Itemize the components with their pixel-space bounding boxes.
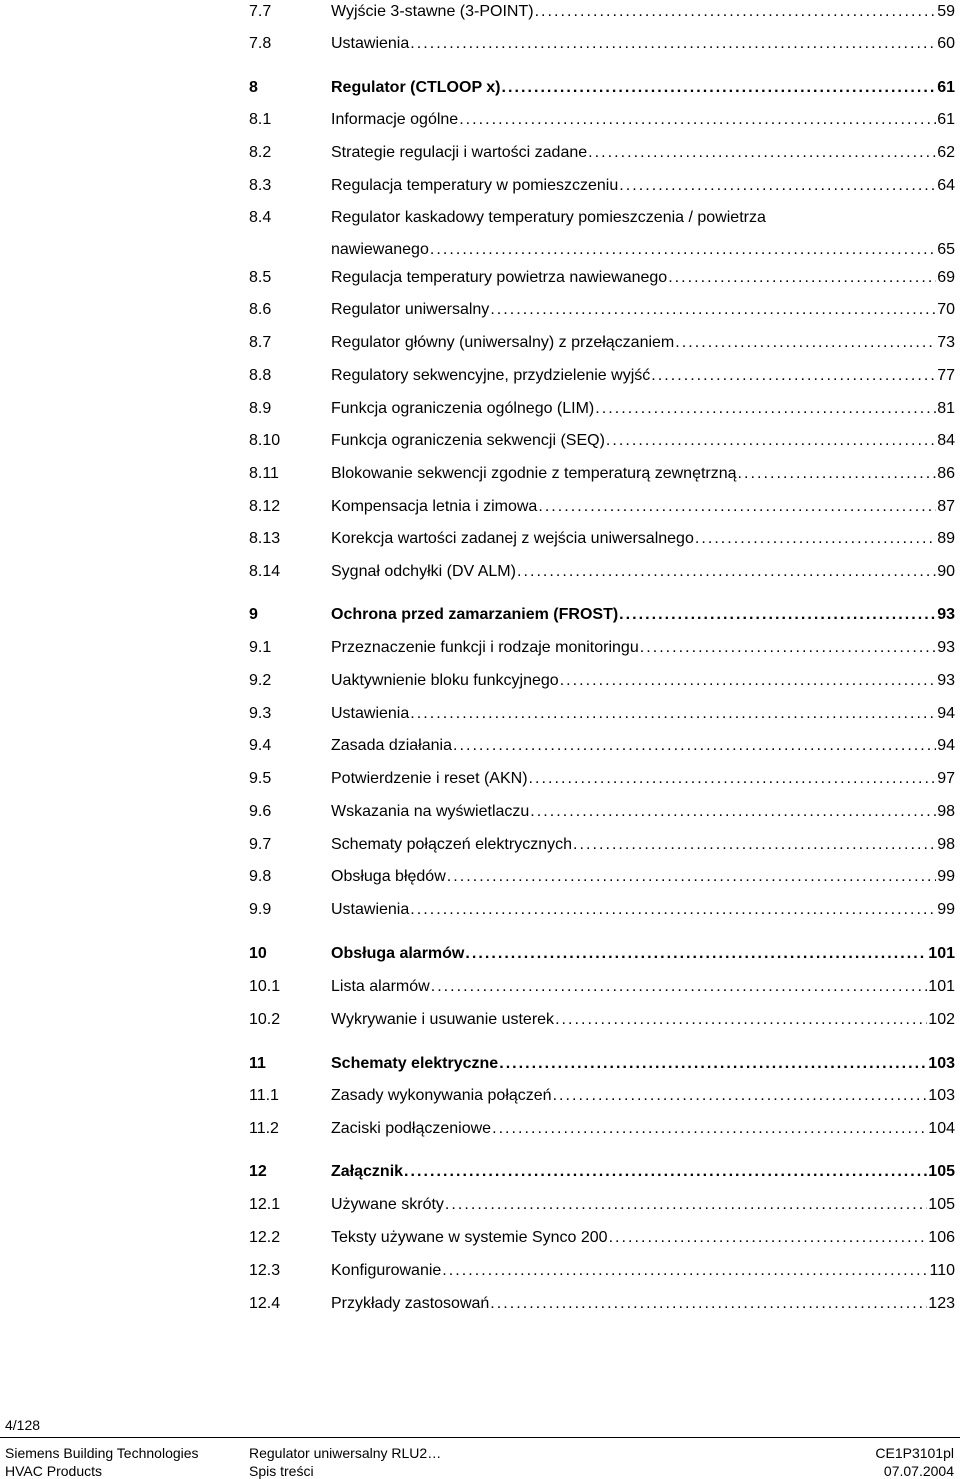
toc-entry[interactable] bbox=[249, 497, 955, 530]
toc-entry-title: Uaktywnienie bloku funkcyjnego bbox=[331, 672, 559, 689]
toc-entry[interactable] bbox=[249, 671, 955, 704]
toc-entry-line bbox=[331, 399, 955, 419]
toc-entry-title: Regulacja temperatury w pomieszczeniu bbox=[331, 177, 619, 194]
toc-entry-title: Ustawienia bbox=[331, 35, 410, 52]
toc-chapter-entry[interactable] bbox=[249, 78, 955, 111]
footer-doc-id: CE1P3101pl bbox=[875, 1445, 954, 1461]
toc-dot-leader bbox=[490, 300, 936, 320]
toc-entry-number: 8.14 bbox=[249, 563, 281, 580]
toc-entry-title: Informacje ogólne bbox=[331, 111, 459, 128]
toc-entry-page: 87 bbox=[937, 498, 955, 515]
toc-entry[interactable] bbox=[249, 736, 955, 769]
toc-entry-title: Załącznik bbox=[331, 1163, 404, 1180]
toc-chapter-entry[interactable] bbox=[249, 605, 955, 638]
toc-dot-leader bbox=[619, 176, 936, 196]
toc-entry-title: Schematy połączeń elektrycznych bbox=[331, 836, 572, 853]
toc-entry-number: 8.1 bbox=[249, 111, 272, 128]
toc-dot-leader bbox=[517, 562, 936, 582]
toc-entry-page: 105 bbox=[928, 1163, 955, 1180]
toc-entry-number: 11.2 bbox=[249, 1120, 279, 1137]
toc-entry[interactable] bbox=[249, 110, 955, 143]
toc-entry-line bbox=[331, 562, 955, 582]
toc-entry[interactable] bbox=[249, 1294, 955, 1327]
toc-entry-number: 12.4 bbox=[249, 1295, 281, 1312]
footer-product: Regulator uniwersalny RLU2… bbox=[249, 1445, 442, 1461]
toc-entry[interactable] bbox=[249, 900, 955, 933]
toc-entry-page: 103 bbox=[928, 1087, 955, 1104]
toc-entry[interactable] bbox=[249, 1195, 955, 1228]
toc-entry-page: 81 bbox=[937, 400, 955, 417]
toc-entry-number: 12 bbox=[249, 1163, 267, 1180]
toc-dot-leader bbox=[410, 34, 936, 54]
toc-entry-number: 8.11 bbox=[249, 465, 279, 482]
toc-entry-line bbox=[331, 900, 955, 920]
toc-entry-line bbox=[331, 431, 955, 451]
toc-entry-number: 8.5 bbox=[249, 269, 272, 286]
toc-entry-line bbox=[331, 333, 955, 353]
toc-entry-line bbox=[331, 769, 955, 789]
toc-dot-leader bbox=[651, 366, 936, 386]
toc-dot-leader bbox=[490, 1294, 927, 1314]
toc-chapter-entry[interactable] bbox=[249, 944, 955, 977]
toc-entry-page: 60 bbox=[937, 35, 955, 52]
toc-entry-number: 9.2 bbox=[249, 672, 272, 689]
toc-entry-page: 93 bbox=[937, 672, 955, 689]
toc-dot-leader bbox=[606, 431, 936, 451]
toc-entry-title: Ustawienia bbox=[331, 901, 410, 918]
toc-dot-leader bbox=[502, 78, 937, 98]
toc-entry-line bbox=[331, 176, 955, 196]
toc-entry-line bbox=[331, 34, 955, 54]
toc-entry-page: 89 bbox=[937, 530, 955, 547]
toc-entry-title: Regulatory sekwencyjne, przydzielenie wyjść bbox=[331, 367, 651, 384]
toc-entry-number: 7.8 bbox=[249, 35, 272, 52]
toc-entry-page: 59 bbox=[937, 3, 955, 20]
toc-entry-page: 93 bbox=[937, 606, 955, 623]
toc-dot-leader bbox=[431, 977, 928, 997]
toc-entry-title: Zasada działania bbox=[331, 737, 452, 754]
toc-entry-number: 12.2 bbox=[249, 1229, 281, 1246]
toc-dot-leader bbox=[695, 529, 936, 549]
toc-entry-title: Zaciski podłączeniowe bbox=[331, 1120, 492, 1137]
toc-dot-leader bbox=[640, 638, 936, 658]
toc-dot-leader bbox=[595, 399, 936, 419]
toc-entry-number: 7.7 bbox=[249, 3, 272, 20]
toc-entry-page: 93 bbox=[937, 639, 955, 656]
toc-entry-title: Regulacja temperatury powietrza nawiewanego bbox=[331, 269, 668, 286]
toc-dot-leader bbox=[675, 333, 936, 353]
toc-entry-page: 102 bbox=[928, 1011, 955, 1028]
toc-entry-line bbox=[331, 268, 955, 288]
toc-entry-page: 97 bbox=[937, 770, 955, 787]
toc-entry[interactable] bbox=[249, 2, 955, 35]
toc-entry[interactable] bbox=[249, 208, 955, 258]
toc-entry[interactable] bbox=[249, 431, 955, 464]
toc-entry-page: 94 bbox=[937, 705, 955, 722]
toc-entry[interactable] bbox=[249, 1228, 955, 1261]
toc-entry[interactable] bbox=[249, 143, 955, 176]
toc-entry[interactable] bbox=[249, 300, 955, 333]
toc-entry[interactable] bbox=[249, 704, 955, 737]
toc-entry-title: Strategie regulacji i wartości zadane bbox=[331, 144, 588, 161]
toc-entry-line bbox=[331, 1086, 955, 1106]
toc-dot-leader bbox=[738, 464, 937, 484]
toc-entry[interactable] bbox=[249, 867, 955, 900]
toc-entry[interactable] bbox=[249, 366, 955, 399]
toc-entry-line bbox=[331, 977, 955, 997]
toc-entry-number: 9.8 bbox=[249, 868, 272, 885]
toc-entry-line bbox=[331, 1054, 955, 1074]
toc-dot-leader bbox=[459, 110, 936, 130]
toc-entry-page: 105 bbox=[928, 1196, 955, 1213]
toc-entry-page: 90 bbox=[937, 563, 955, 580]
toc-dot-leader bbox=[404, 1162, 927, 1182]
toc-entry-page: 77 bbox=[937, 367, 955, 384]
toc-entry-number: 9.9 bbox=[249, 901, 272, 918]
toc-entry[interactable] bbox=[249, 638, 955, 671]
toc-entry-line bbox=[331, 1228, 955, 1248]
toc-entry[interactable] bbox=[249, 34, 955, 67]
toc-entry-title: Teksty używane w systemie Synco 200 bbox=[331, 1229, 608, 1246]
toc-dot-leader bbox=[410, 704, 936, 724]
toc-entry-title: Blokowanie sekwencji zgodnie z temperaturą zewnętrzną bbox=[331, 465, 737, 482]
toc-entry-page: 123 bbox=[928, 1295, 955, 1312]
toc-entry-page: 99 bbox=[937, 901, 955, 918]
toc-entry-line bbox=[331, 638, 955, 658]
toc-dot-leader bbox=[410, 900, 936, 920]
toc-entry[interactable] bbox=[249, 562, 955, 595]
toc-entry-line bbox=[331, 802, 955, 822]
toc-entry[interactable] bbox=[249, 835, 955, 868]
toc-entry-title: Wyjście 3-stawne (3-POINT) bbox=[331, 3, 534, 20]
toc-entry-line bbox=[331, 78, 955, 98]
toc-entry-line bbox=[331, 944, 955, 964]
toc-entry[interactable] bbox=[249, 176, 955, 209]
toc-dot-leader bbox=[465, 944, 927, 964]
toc-entry-title: Wykrywanie i usuwanie usterek bbox=[331, 1011, 555, 1028]
toc-entry-title: nawiewanego bbox=[331, 241, 429, 258]
toc-dot-leader bbox=[530, 802, 936, 822]
toc-entry-title: Obsługa błędów bbox=[331, 868, 446, 885]
toc-entry-number: 11.1 bbox=[249, 1087, 279, 1104]
toc-entry-number: 8.7 bbox=[249, 334, 272, 351]
toc-entry-page: 99 bbox=[937, 868, 955, 885]
toc-entry-number: 12.1 bbox=[249, 1196, 281, 1213]
toc-entry-title: Regulator główny (uniwersalny) z przełączaniem bbox=[331, 334, 675, 351]
toc-entry-page: 62 bbox=[937, 144, 955, 161]
toc-dot-leader bbox=[668, 268, 936, 288]
toc-entry-line bbox=[331, 2, 955, 22]
toc-entry-title: Korekcja wartości zadanej z wejścia uniwersalnego bbox=[331, 530, 694, 547]
toc-entry-line bbox=[331, 1010, 955, 1030]
toc-entry-page: 104 bbox=[928, 1120, 955, 1137]
toc-entry-number: 8.12 bbox=[249, 498, 281, 515]
toc-entry[interactable] bbox=[249, 1261, 955, 1294]
toc-dot-leader bbox=[609, 1228, 928, 1248]
toc-dot-leader bbox=[445, 1195, 927, 1215]
toc-entry-line bbox=[331, 497, 955, 517]
toc-entry-number: 8.6 bbox=[249, 301, 272, 318]
toc-entry-line bbox=[331, 736, 955, 756]
toc-entry-number: 9.5 bbox=[249, 770, 272, 787]
toc-entry-number: 11 bbox=[249, 1055, 266, 1072]
toc-dot-leader bbox=[573, 835, 936, 855]
toc-entry-page: 64 bbox=[937, 177, 955, 194]
toc-entry[interactable] bbox=[249, 333, 955, 366]
toc-entry[interactable] bbox=[249, 268, 955, 301]
toc-entry-line bbox=[331, 240, 955, 260]
toc-entry-number: 9.6 bbox=[249, 803, 272, 820]
toc-entry-line bbox=[331, 704, 955, 724]
toc-dot-leader bbox=[453, 736, 936, 756]
toc-entry-title: Kompensacja letnia i zimowa bbox=[331, 498, 538, 515]
toc-entry[interactable] bbox=[249, 802, 955, 835]
toc-entry-title: Funkcja ograniczenia ogólnego (LIM) bbox=[331, 400, 595, 417]
toc-entry-title: Lista alarmów bbox=[331, 978, 430, 995]
page-number: 4/128 bbox=[5, 1417, 41, 1433]
toc-entry-title: Potwierdzenie i reset (AKN) bbox=[331, 770, 528, 787]
toc-entry-line bbox=[331, 1294, 955, 1314]
footer-section: Spis treści bbox=[249, 1463, 314, 1479]
toc-entry-title: Przykłady zastosowań bbox=[331, 1295, 490, 1312]
toc-dot-leader bbox=[499, 1054, 927, 1074]
toc-entry-number: 8.2 bbox=[249, 144, 272, 161]
toc-entry-title: Ochrona przed zamarzaniem (FROST) bbox=[331, 606, 619, 623]
toc-entry-title: Regulator uniwersalny bbox=[331, 301, 490, 318]
toc-entry-page: 103 bbox=[928, 1055, 955, 1072]
toc-entry-line bbox=[331, 143, 955, 163]
toc-entry[interactable] bbox=[249, 529, 955, 562]
toc-dot-leader bbox=[588, 143, 936, 163]
toc-entry-line bbox=[331, 1261, 955, 1281]
toc-chapter-entry[interactable] bbox=[249, 1162, 955, 1195]
toc-entry[interactable] bbox=[249, 769, 955, 802]
toc-entry-number: 10.1 bbox=[249, 978, 281, 995]
toc-entry-line bbox=[331, 1119, 955, 1139]
toc-entry-page: 94 bbox=[937, 737, 955, 754]
toc-entry[interactable] bbox=[249, 1119, 955, 1152]
toc-entry-page: 73 bbox=[937, 334, 955, 351]
toc-entry-title: Ustawienia bbox=[331, 705, 410, 722]
toc-entry-title: Regulator (CTLOOP x) bbox=[331, 79, 501, 96]
toc-entry-number: 8.8 bbox=[249, 367, 272, 384]
toc-entry-page: 84 bbox=[937, 432, 955, 449]
toc-entry-page: 70 bbox=[937, 301, 955, 318]
toc-entry-title: Używane skróty bbox=[331, 1196, 444, 1213]
toc-dot-leader bbox=[538, 497, 936, 517]
toc-dot-leader bbox=[555, 1010, 927, 1030]
toc-entry-number: 8 bbox=[249, 79, 258, 96]
footer-date: 07.07.2004 bbox=[883, 1463, 954, 1479]
toc-entry-line bbox=[331, 867, 955, 887]
toc-dot-leader bbox=[442, 1261, 928, 1281]
toc-entry-line bbox=[331, 1195, 955, 1215]
toc-entry-line bbox=[331, 366, 955, 386]
toc-entry-line bbox=[331, 110, 955, 130]
toc-entry-line bbox=[331, 464, 955, 484]
toc-entry-title-line1: Regulator kaskadowy temperatury pomieszczenia / powietrza bbox=[331, 209, 766, 226]
toc-entry-number: 12.3 bbox=[249, 1262, 281, 1279]
toc-entry-page: 61 bbox=[937, 79, 955, 96]
toc-entry-number: 10.2 bbox=[249, 1011, 281, 1028]
toc-dot-leader bbox=[553, 1086, 928, 1106]
toc-entry-title: Sygnał odchyłki (DV ALM) bbox=[331, 563, 516, 580]
toc-chapter-entry[interactable] bbox=[249, 1054, 955, 1087]
toc-entry-number: 9 bbox=[249, 606, 258, 623]
toc-entry-title: Zasady wykonywania połączeń bbox=[331, 1087, 552, 1104]
toc-entry-title: Przeznaczenie funkcji i rodzaje monitoringu bbox=[331, 639, 639, 656]
toc-entry-number: 8.13 bbox=[249, 530, 281, 547]
toc-entry-line bbox=[331, 605, 955, 625]
toc-entry-title: Schematy elektryczne bbox=[331, 1055, 499, 1072]
toc-entry-number: 8.3 bbox=[249, 177, 272, 194]
toc-entry[interactable] bbox=[249, 1010, 955, 1043]
toc-entry-page: 69 bbox=[937, 269, 955, 286]
toc-entry[interactable] bbox=[249, 464, 955, 497]
toc-entry-number: 9.1 bbox=[249, 639, 272, 656]
toc-entry-title: Konfigurowanie bbox=[331, 1262, 442, 1279]
toc-entry-number: 10 bbox=[249, 945, 267, 962]
toc-entry-page: 98 bbox=[937, 836, 955, 853]
toc-entry[interactable] bbox=[249, 1086, 955, 1119]
toc-dot-leader bbox=[560, 671, 937, 691]
toc-dot-leader bbox=[619, 605, 936, 625]
toc-entry-number: 9.3 bbox=[249, 705, 272, 722]
footer-company: Siemens Building Technologies bbox=[5, 1445, 199, 1461]
toc-entry-number: 8.10 bbox=[249, 432, 281, 449]
toc-entry-page: 86 bbox=[937, 465, 955, 482]
toc-entry-title: Wskazania na wyświetlaczu bbox=[331, 803, 530, 820]
toc-entry-page: 101 bbox=[928, 945, 955, 962]
toc-entry-page: 106 bbox=[928, 1229, 955, 1246]
toc-dot-leader bbox=[529, 769, 937, 789]
toc-entry-number: 8.9 bbox=[249, 400, 272, 417]
toc-entry-page: 110 bbox=[929, 1262, 955, 1279]
toc-entry-number: 8.4 bbox=[249, 209, 272, 226]
toc-entry[interactable] bbox=[249, 977, 955, 1010]
toc-entry-number: 9.4 bbox=[249, 737, 272, 754]
toc-entry-line bbox=[331, 835, 955, 855]
toc-dot-leader bbox=[430, 240, 936, 260]
footer-divider bbox=[0, 1437, 960, 1438]
toc-dot-leader bbox=[535, 2, 937, 22]
toc-entry-page: 61 bbox=[937, 111, 955, 128]
toc-entry-line bbox=[331, 529, 955, 549]
toc-entry-line bbox=[331, 671, 955, 691]
toc-entry-page: 101 bbox=[928, 978, 955, 995]
toc-entry-number: 9.7 bbox=[249, 836, 272, 853]
footer-division: HVAC Products bbox=[5, 1463, 102, 1479]
toc-entry[interactable] bbox=[249, 399, 955, 432]
toc-entry-page: 98 bbox=[937, 803, 955, 820]
toc-entry-title: Obsługa alarmów bbox=[331, 945, 465, 962]
toc-dot-leader bbox=[447, 867, 936, 887]
toc-dot-leader bbox=[492, 1119, 927, 1139]
toc-entry-title: Funkcja ograniczenia sekwencji (SEQ) bbox=[331, 432, 605, 449]
toc-entry-line bbox=[331, 1162, 955, 1182]
toc-entry-page: 65 bbox=[937, 241, 955, 258]
toc-entry-line bbox=[331, 300, 955, 320]
